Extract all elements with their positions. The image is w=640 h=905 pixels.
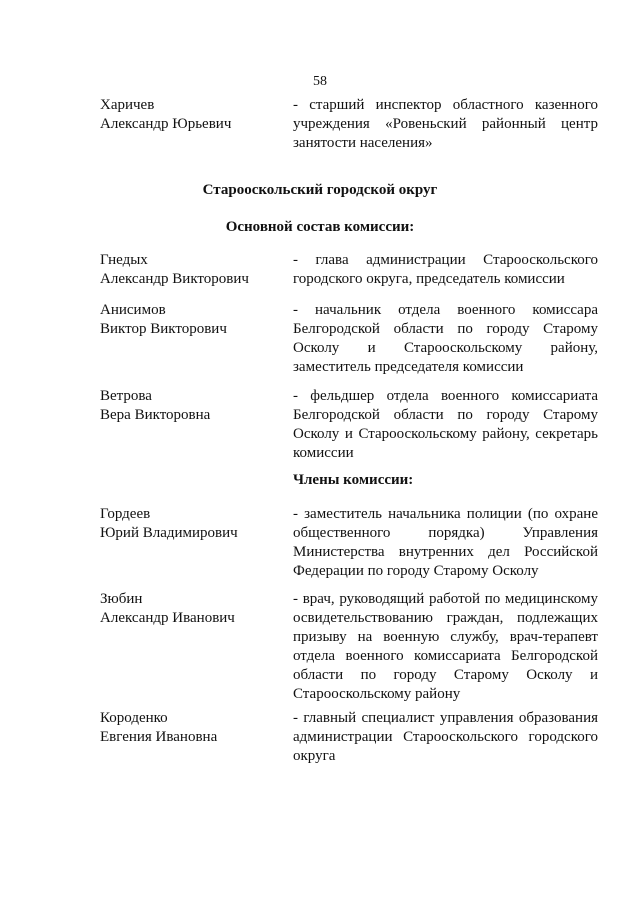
member-surname: Короденко <box>100 710 168 726</box>
member-role: - главный специалист управления образования администрации Старооскольского городского округа <box>293 710 598 764</box>
main-composition-heading: Основной состав комиссии: <box>225 219 415 235</box>
member-given-name: Виктор Викторович <box>100 321 227 337</box>
member-given-name: Александр Викторович <box>100 271 249 287</box>
member-surname: Харичев <box>100 97 155 113</box>
member-name <box>100 387 280 425</box>
member-name <box>100 96 280 134</box>
member-role: - старший инспектор областного казенного учреждения «Ровеньский районный центр занятости населения» <box>293 97 598 151</box>
member-role: - фельдшер отдела военного комиссариата Белгородской области по городу Старому Осколу и Старооскольскому району, секретарь комиссии <box>293 388 598 461</box>
member-given-name: Евгения Ивановна <box>100 729 218 745</box>
member-role: - заместитель начальника полиции (по охране общественного порядка) Управления Министерства внутренних дел Российской Федерации по городу Старому Осколу <box>293 506 598 579</box>
member-given-name: Юрий Владимирович <box>100 525 238 541</box>
member-name <box>100 505 280 543</box>
section-title: Старооскольский городской округ <box>202 182 438 198</box>
member-role: - начальник отдела военного комиссара Белгородской области по городу Старому Осколу и Старооскольскому району, заместитель председателя комиссии <box>293 302 598 375</box>
member-surname: Ветрова <box>100 388 152 404</box>
member-name <box>100 301 280 339</box>
member-surname: Зюбин <box>100 591 143 607</box>
member-role: - врач, руководящий работой по медицинскому освидетельствованию граждан, подлежащих призыву на военную службу, врач-терапевт отдела военного комиссариата Белгородской области по городу Старому Осколу и Старооскольскому району <box>293 591 598 702</box>
member-given-name: Вера Викторовна <box>100 407 211 423</box>
members-heading: Члены комиссии: <box>293 472 414 488</box>
member-given-name: Александр Юрьевич <box>100 116 232 132</box>
page-number: 58 <box>313 74 327 89</box>
member-name <box>100 590 280 628</box>
member-surname: Гордеев <box>100 506 151 522</box>
member-surname: Гнедых <box>100 252 148 268</box>
member-name <box>100 251 280 289</box>
member-name <box>100 709 280 747</box>
member-given-name: Александр Иванович <box>100 610 235 626</box>
member-surname: Анисимов <box>100 302 166 318</box>
member-role: - глава администрации Старооскольского городского округа, председатель комиссии <box>293 252 598 287</box>
